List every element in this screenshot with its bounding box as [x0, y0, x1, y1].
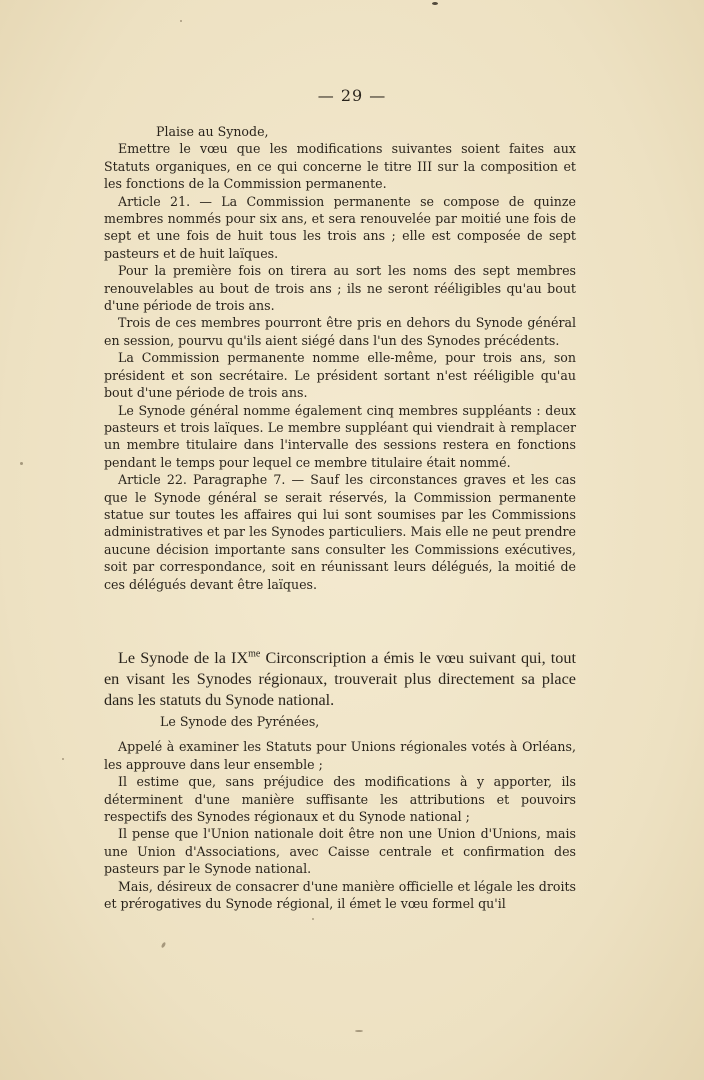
- paragraph-suppleants: Le Synode général nomme également cinq membres suppléants : deux pasteurs et trois laïques. Le membre suppléant qui viendrait à remplacer un membre titulaire dans l'intervalle des sessions restera en fonctions pendant le temps pour lequel ce membre titulaire était nommé.: [104, 402, 576, 470]
- heading-superscript: me: [248, 648, 261, 660]
- paragraph-president: La Commission permanente nomme elle-même, pour trois ans, son président et son secrétaire. Le président sortant n'est rééligible qu'au bout d'une période de trois ans.: [104, 350, 576, 401]
- paragraph-article-22: Article 22. Paragraphe 7. — Sauf les circonstances graves et les cas que le Synode général se serait réservés, la Commission permanente statue sur toutes les affaires qui lui sont soumises par les Commissions administratives et par les Synodes particuliers. Mais elle ne peut prendre aucune décision importante sans consulter les Commissions exécutives, soit par correspondance, soit en réunissant leurs délégués, la moitié de ces délégués devant être laïques.: [104, 472, 576, 592]
- paragraph-desireux: Mais, désireux de consacrer d'une manière officielle et légale les droits et prérogatives du Synode régional, il émet le vœu formel qu'il: [104, 878, 576, 912]
- paper-speck: [62, 758, 64, 760]
- page-number: — 29 —: [317, 86, 387, 105]
- paragraph-appele: Appelé à examiner les Statuts pour Unions régionales votés à Orléans, les approuve dans leur ensemble ;: [104, 739, 576, 772]
- paper-speck: [355, 1030, 363, 1032]
- paper-speck: [180, 20, 182, 22]
- paragraph-article-21: Article 21. — La Commission permanente se compose de quinze membres nommés pour six ans, et sera renouvelée par moitié une fois de sept et une fois de huit tous les trois ans ; elle est composée de sept pasteurs et de huit laïques.: [104, 193, 576, 261]
- paper-speck: [432, 2, 438, 5]
- pyrenees-section: [104, 713, 576, 912]
- paragraph-estime: Il estime que, sans préjudice des modifications à y apporter, ils déterminent d'une manière suffisante les attributions et pouvoirs respectifs des Synodes régionaux et du Synode national ;: [104, 774, 576, 825]
- paragraph-voeu: Emettre le vœu que les modifications suivantes soient faites aux Statuts organiques, en ce qui concerne le titre III sur la composition et les fonctions de la Commission permanente.: [104, 141, 576, 192]
- pyrenees-title: Le Synode des Pyrénées,: [160, 714, 320, 729]
- section-heading: [104, 648, 576, 711]
- paper-speck: [312, 918, 314, 920]
- paragraph-premiere-fois: Pour la première fois on tirera au sort les noms des sept membres renouvelables au bout de trois ans ; ils ne seront rééligibles qu'au bout d'une période de trois ans.: [104, 263, 576, 314]
- paragraph-pense: Il pense que l'Union nationale doit être non une Union d'Unions, mais une Union d'Associations, avec Caisse centrale et confirmation des pasteurs par le Synode national.: [104, 826, 576, 877]
- salutation: Plaise au Synode,: [156, 124, 269, 139]
- paper-speck: [20, 462, 23, 465]
- heading-text-before: Le Synode de la IX: [118, 649, 249, 667]
- heading-text-after: Circonscription a émis le vœu suivant qui, tout en visant les Synodes régionaux, trouverait plus directement sa place dans les statuts du Synode national.: [104, 649, 576, 709]
- paper-speck: [161, 942, 167, 949]
- paragraph-trois-membres: Trois de ces membres pourront être pris en dehors du Synode général en session, pourvu qu'ils aient siégé dans l'un des Synodes précédents.: [104, 315, 576, 348]
- proposal-section: [104, 123, 576, 593]
